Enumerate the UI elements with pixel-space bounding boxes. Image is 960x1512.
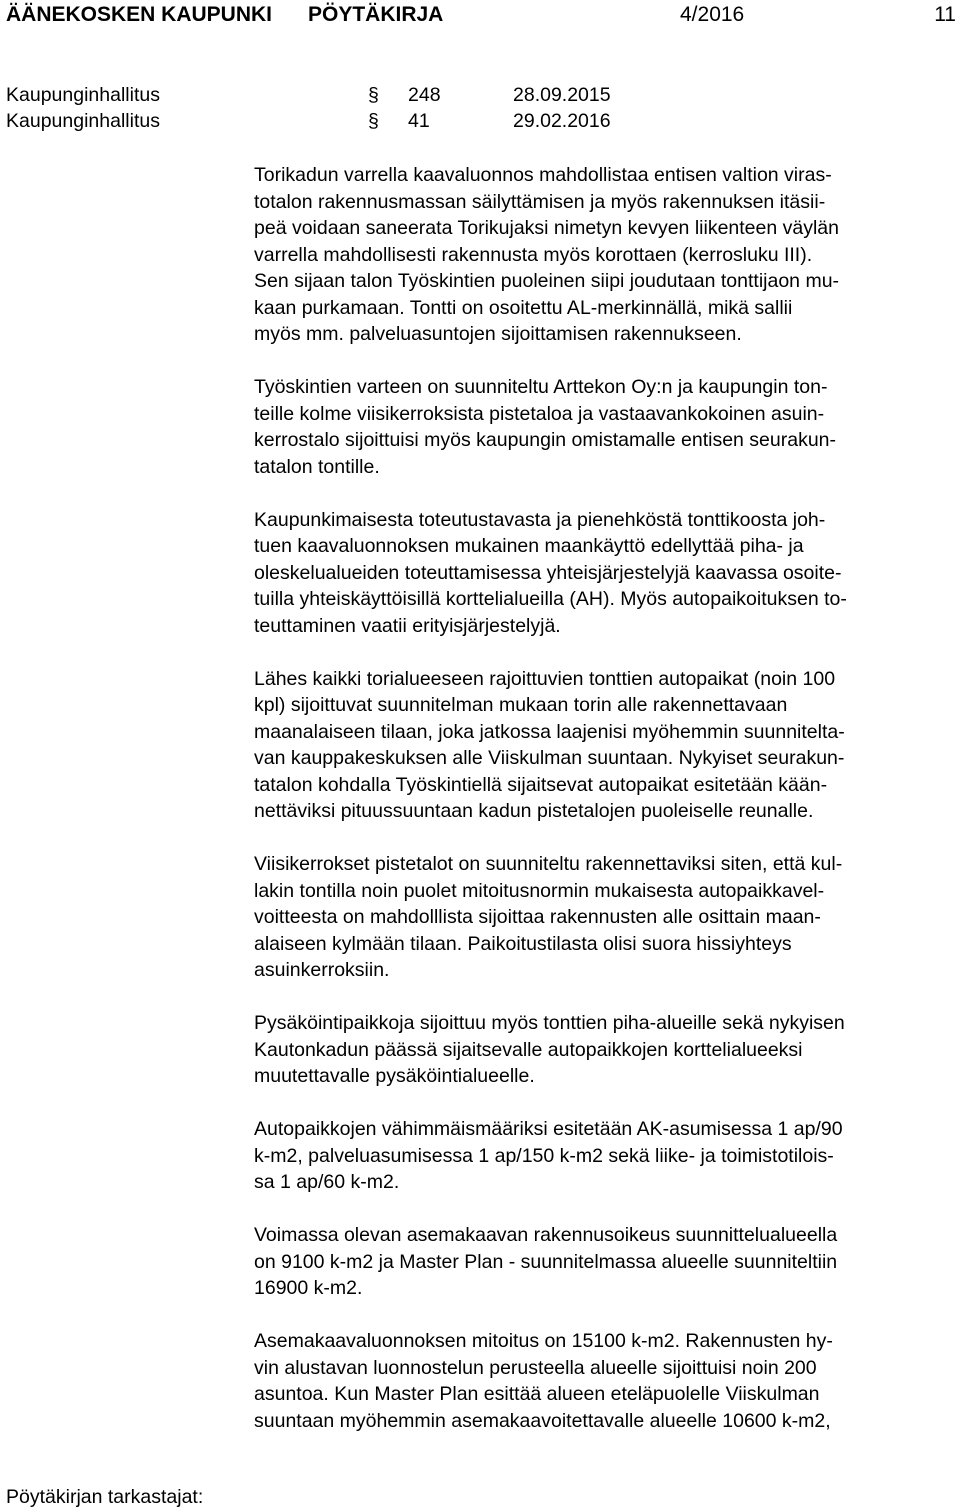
issue-number: 4/2016 xyxy=(680,3,745,26)
paragraph-line: k-m2, palveluasumisessa 1 ap/150 k-m2 sekä liike- ja toimistotilois- xyxy=(254,1144,834,1167)
paragraph-line: vin alustavan luonnostelun perusteella alueelle sijoittuisi noin 200 xyxy=(254,1356,817,1379)
paragraph-line: Kaupunkimaisesta toteutustavasta ja pienehköstä tonttikoosta joh- xyxy=(254,508,826,531)
paragraph-line: tuen kaavaluonnoksen mukainen maankäyttö edellyttää piha- ja xyxy=(254,535,804,557)
section-number: 41 xyxy=(408,110,430,132)
paragraph-line: asuinkerroksiin. xyxy=(254,959,390,981)
document-type: PÖYTÄKIRJA xyxy=(308,3,444,26)
meeting-reference-row xyxy=(6,82,706,108)
meeting-reference-row xyxy=(6,108,706,134)
paragraph-line: alaiseen kylmään tilaan. Paikoitustilasta olisi suora hissiyhteys xyxy=(254,932,792,955)
minutes-reviewers-label: Pöytäkirjan tarkastajat: xyxy=(6,1486,204,1508)
body-paragraph xyxy=(254,374,960,480)
paragraph-line: peä voidaan saneerata Torikujaksi nimetyn kevyen liikenteen väylän xyxy=(254,217,839,239)
paragraph-line: varrella mahdollisesti rakennusta myös korottaen (kerrosluku III). xyxy=(254,243,813,266)
section-sign: § xyxy=(368,110,379,132)
body-paragraph xyxy=(254,1328,960,1434)
paragraph-line: Pysäköintipaikkoja sijoittuu myös tonttien piha-alueille sekä nykyisen xyxy=(254,1012,845,1034)
meeting-references xyxy=(6,82,706,134)
paragraph-line: Sen sijaan talon Työskintien puoleinen siipi joudutaan tonttijaon mu- xyxy=(254,270,840,292)
paragraph-line: Autopaikkojen vähimmäismääriksi esitetään AK-asumisessa 1 ap/90 xyxy=(254,1118,843,1140)
paragraph-line: oleskelualueiden toteuttamisessa yhteisjärjestelyjä kaavassa osoite- xyxy=(254,561,842,584)
meeting-date: 28.09.2015 xyxy=(513,84,611,106)
paragraph-line: Voimassa olevan asemakaavan rakennusoikeus suunnittelualueella xyxy=(254,1224,838,1246)
section-number: 248 xyxy=(408,84,441,106)
body-paragraph xyxy=(254,1222,960,1302)
paragraph-line: myös mm. palveluasuntojen sijoittamisen rakennukseen. xyxy=(254,323,742,345)
paragraph-line: Työskintien varteen on suunniteltu Arttekon Oy:n ja kaupungin ton- xyxy=(254,376,828,398)
paragraph-line: Kautonkadun päässä sijaitsevalle autopaikkojen korttelialueeksi xyxy=(254,1038,803,1061)
paragraph-line: kerrostalo sijoittuisi myös kaupungin omistamalle entisen seurakun- xyxy=(254,429,837,451)
paragraph-line: Torikadun varrella kaavaluonnos mahdollistaa entisen valtion viras- xyxy=(254,164,832,186)
paragraph-line: Viisikerrokset pistetalot on suunniteltu rakennettaviksi siten, että kul- xyxy=(254,853,843,875)
meeting-date: 29.02.2016 xyxy=(513,110,611,132)
body-paragraph xyxy=(254,666,960,825)
body-paragraph xyxy=(254,851,960,984)
body-paragraph xyxy=(254,1116,960,1196)
body-paragraph xyxy=(254,1010,960,1090)
paragraph-line: van kauppakeskuksen alle Viiskulman suuntaan. Nykyiset seurakun- xyxy=(254,747,845,769)
page-header xyxy=(6,0,956,30)
paragraph-line: voitteesta on mahdolllista sijoittaa rakennusten alle osittain maan- xyxy=(254,906,821,928)
paragraph-line: suuntaan myöhemmin asemakaavoitettavalle alueelle 10600 k-m2, xyxy=(254,1409,831,1432)
paragraph-line: maanalaiseen tilaan, joka jatkossa laajenisi myöhemmin suunnitelta- xyxy=(254,720,845,743)
paragraph-line: tatalon kohdalla Työskintiellä sijaitsevat autopaikat esitetään kään- xyxy=(254,773,828,796)
document-body xyxy=(254,162,960,1461)
governing-body: Kaupunginhallitus xyxy=(6,110,160,132)
paragraph-line: kaan purkamaan. Tontti on osoitettu AL-merkinnällä, mikä sallii xyxy=(254,296,793,319)
section-sign: § xyxy=(368,84,379,106)
body-paragraph xyxy=(254,162,960,348)
page-number: 11 xyxy=(934,3,956,26)
paragraph-line: 16900 k-m2. xyxy=(254,1277,363,1299)
paragraph-line: kpl) sijoittuvat suunnitelman mukaan torin alle rakennettavaan xyxy=(254,694,788,716)
paragraph-line: tatalon tontille. xyxy=(254,455,380,478)
paragraph-line: lakin tontilla noin puolet mitoitusnormin mukaisesta autopaikkavel- xyxy=(254,879,825,902)
paragraph-line: teuttaminen vaatii erityisjärjestelyjä. xyxy=(254,614,561,637)
paragraph-line: on 9100 k-m2 ja Master Plan - suunnitelmassa alueelle suunniteltiin xyxy=(254,1250,838,1273)
paragraph-line: tuilla yhteiskäyttöisillä korttelialueilla (AH). Myös autopaikoituksen to- xyxy=(254,588,847,610)
paragraph-line: asuntoa. Kun Master Plan esittää alueen eteläpuolelle Viiskulman xyxy=(254,1383,820,1405)
paragraph-line: Lähes kaikki torialueeseen rajoittuvien tonttien autopaikat (noin 100 xyxy=(254,667,836,690)
paragraph-line: totalon rakennusmassan säilyttämisen ja myös rakennuksen itäsii- xyxy=(254,190,826,213)
paragraph-line: teille kolme viisikerroksista pistetaloa ja vastaavankokoinen asuin- xyxy=(254,402,825,425)
municipality-name: ÄÄNEKOSKEN KAUPUNKI xyxy=(6,3,273,26)
body-paragraph xyxy=(254,507,960,640)
paragraph-line: Asemakaavaluonnoksen mitoitus on 15100 k-m2. Rakennusten hy- xyxy=(254,1330,833,1352)
paragraph-line: muutettavalle pysäköintialueelle. xyxy=(254,1065,535,1087)
paragraph-line: sa 1 ap/60 k-m2. xyxy=(254,1171,400,1193)
governing-body: Kaupunginhallitus xyxy=(6,84,160,106)
paragraph-line: nettäviksi pituussuuntaan kadun pistetalojen puoleiselle reunalle. xyxy=(254,800,814,822)
